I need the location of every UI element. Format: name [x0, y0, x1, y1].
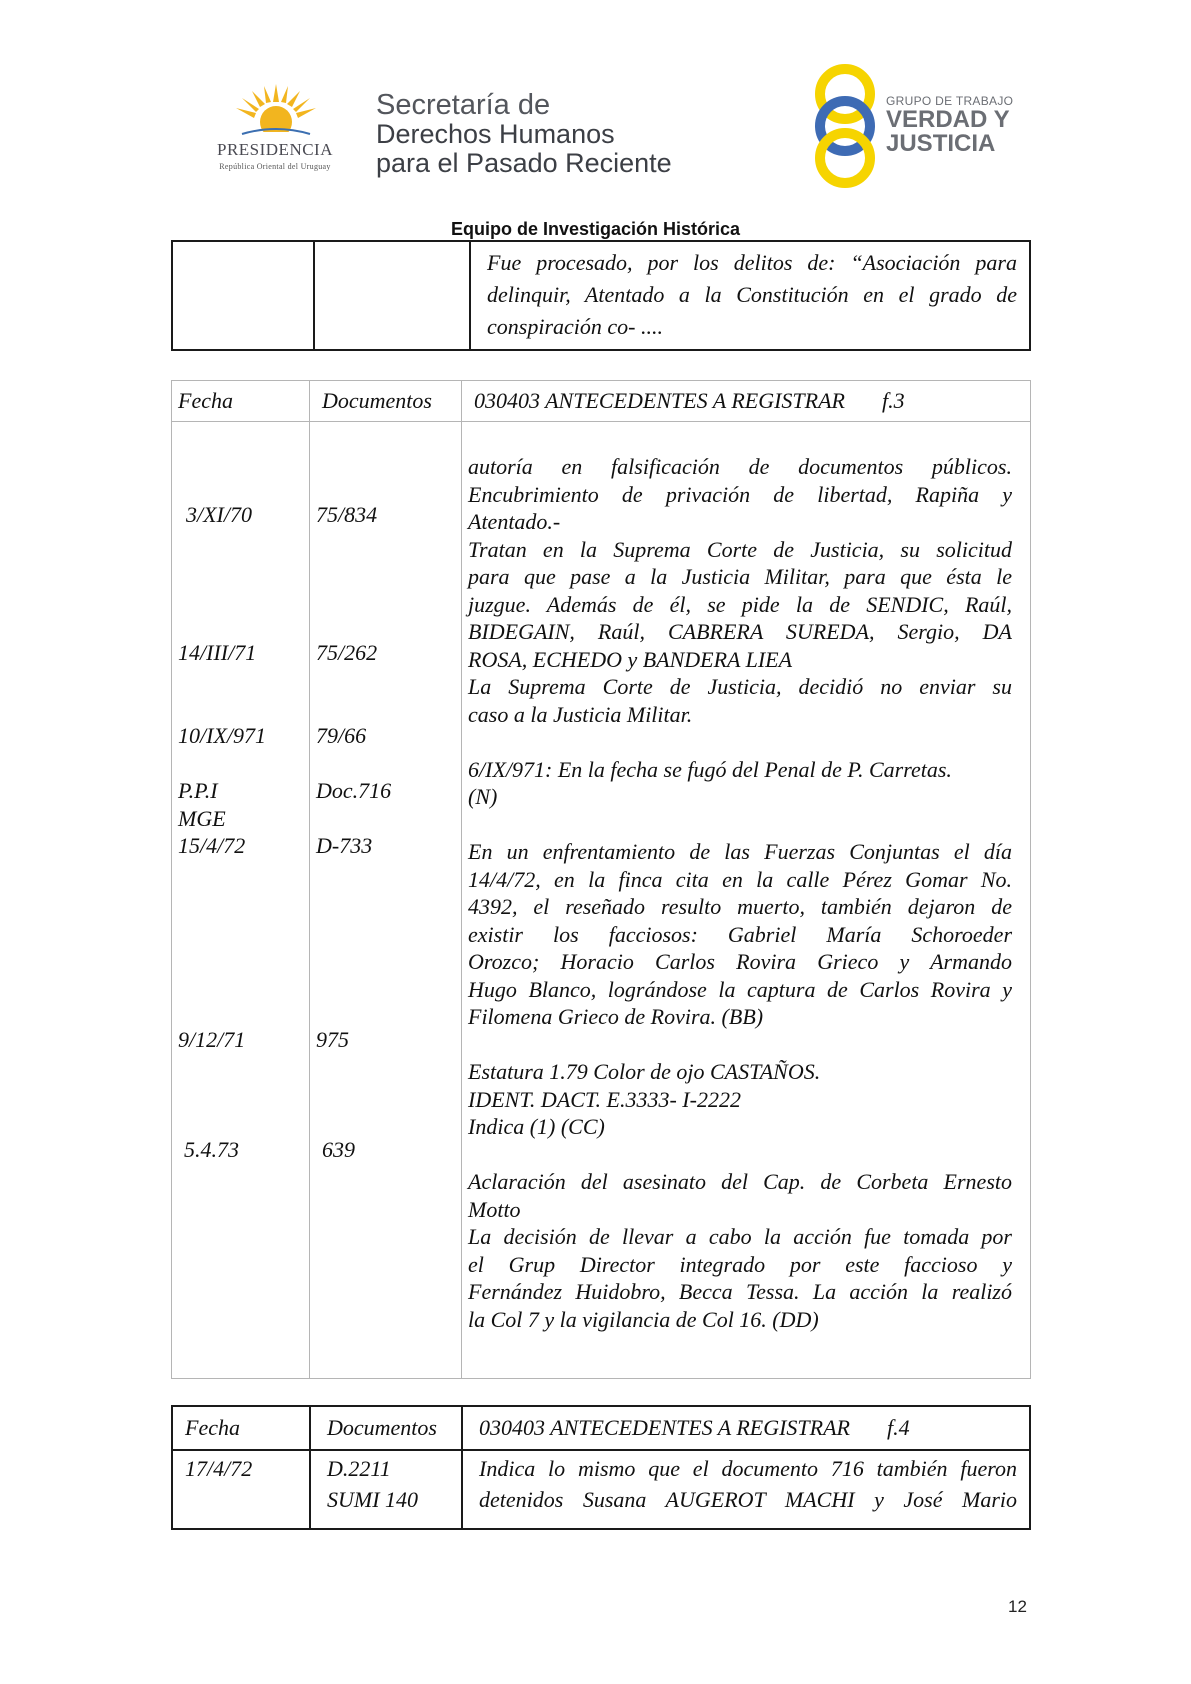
team-title: Equipo de Investigación Histórica	[450, 219, 741, 239]
header-antecedentes	[462, 1406, 1030, 1450]
text-line: Tratan en la Suprema Corte de Justicia, su solicitud	[468, 536, 1012, 562]
text-line: Fernández Huidobro, Becca Tessa. La acción la realizó	[468, 1279, 1012, 1304]
doc-entry: 975	[316, 1027, 349, 1052]
text-line: En un enfrentamiento de las Fuerzas Conjuntas el día	[468, 839, 1012, 864]
doc-entry: 75/834	[316, 502, 378, 527]
secretaria-line1: Secretaría de	[376, 89, 551, 121]
text-line: para que pase a la Justicia Militar, para que ésta le	[468, 564, 1012, 589]
secretaria-line3: para el Pasado Reciente	[376, 147, 672, 178]
blank-line	[468, 811, 1012, 839]
text-line: juzgue. Además de él, se pide la de SENDIC, Raúl,	[468, 591, 1012, 617]
antecedentes-cell	[470, 241, 1030, 350]
header-documentos: Documentos	[310, 381, 462, 422]
text-line: Indica lo mismo que el documento 716 también fueron	[479, 1456, 1017, 1481]
text-line: delinquir, Atentado a la Constitución en el grado de	[487, 282, 1017, 307]
secretaria-title	[376, 90, 672, 177]
table-header-row	[172, 381, 1031, 422]
text-line: Hugo Blanco, lográndose la captura de Carlos Rovira y	[468, 976, 1012, 1002]
sun-emblem-icon	[232, 82, 320, 140]
text-line: IDENT. DACT. E.3333- I-2222	[468, 1086, 741, 1112]
grupo-line1: GRUPO DE TRABAJO	[886, 94, 1014, 108]
fecha-cell: 17/4/72	[172, 1450, 310, 1529]
text-line: ROSA, ECHEDO y BANDERA LIEA	[468, 646, 793, 672]
text-line: detenidos Susana AUGEROT MACHI y José Mario	[479, 1487, 1017, 1512]
doc-entry: SUMI 140	[327, 1487, 419, 1512]
header-antecedentes-label: 030403 ANTECEDENTES A REGISTRAR	[474, 388, 845, 413]
header-fecha: Fecha	[172, 1406, 310, 1450]
text-line: Estatura 1.79 Color de ojo CASTAÑOS.	[468, 1059, 821, 1084]
blank-line	[468, 1141, 1012, 1169]
table-row	[172, 241, 1030, 350]
text-line: conspiración co- ....	[487, 314, 663, 339]
documentos-cell	[314, 241, 470, 350]
header-documentos: Documentos	[310, 1406, 462, 1450]
header-fecha: Fecha	[172, 381, 310, 422]
blank-line	[468, 728, 1012, 756]
date-entry: 10/IX/971	[178, 723, 266, 748]
text-line: Encubrimiento de privación de libertad, Rapiña y	[468, 481, 1012, 507]
date-entry: 15/4/72	[178, 833, 246, 858]
doc-entry: D-733	[316, 833, 373, 858]
text-line: caso a la Justicia Militar.	[468, 701, 693, 727]
doc-entry: 75/262	[316, 640, 378, 665]
grupo-text	[886, 94, 1013, 156]
grupo-line3: JUSTICIA	[886, 130, 996, 157]
header-folio: f.4	[886, 1415, 910, 1440]
blank-line	[468, 1031, 1012, 1059]
doc-entry: 639	[322, 1137, 355, 1162]
text-line: Indica (1) (CC)	[468, 1114, 605, 1139]
header-folio: f.3	[881, 388, 905, 413]
text-line: BIDEGAIN, Raúl, CABRERA SUREDA, Sergio, DA	[468, 619, 1012, 644]
presidencia-logo	[196, 82, 354, 178]
antecedentes-cell	[462, 1450, 1030, 1529]
date-entry: 5.4.73	[184, 1137, 239, 1162]
continuation-table	[171, 240, 1031, 351]
fecha-column	[172, 422, 310, 1379]
text-line: 14/4/72, en la finca cita en la calle Pérez Gomar No.	[468, 866, 1012, 892]
date-entry: 14/III/71	[178, 640, 257, 665]
text-line: el Grup Director integrado por este faccioso y	[468, 1251, 1012, 1277]
date-entry: 3/XI/70	[186, 502, 252, 527]
doc-entry: 79/66	[316, 723, 367, 748]
doc-entry: D.2211	[327, 1456, 391, 1481]
presidencia-subtitle: República Oriental del Uruguay	[219, 162, 331, 171]
grupo-line2: VERDAD Y	[886, 106, 1010, 133]
text-line: Atentado.-	[468, 509, 561, 534]
antecedentes-table-f4	[171, 1405, 1031, 1530]
fecha-cell	[172, 241, 314, 350]
page-number: 12	[1008, 1597, 1027, 1616]
text-line: La Suprema Corte de Justicia, decidió no enviar su	[468, 674, 1012, 699]
text-line: existir los facciosos: Gabriel María Schoroeder	[468, 921, 1012, 947]
date-entry: 9/12/71	[178, 1027, 246, 1052]
text-line: Orozco; Horacio Carlos Rovira Grieco y Armando	[468, 949, 1012, 974]
text-line: 6/IX/971: En la fecha se fugó del Penal de P. Carretas.	[468, 756, 952, 782]
date-entry: P.P.I	[178, 778, 218, 803]
text-line: la Col 7 y la vigilancia de Col 16. (DD)	[468, 1306, 819, 1332]
table-header-row	[172, 1406, 1030, 1450]
table-row	[172, 1450, 1030, 1529]
header-antecedentes	[462, 381, 1031, 422]
text-line: Fue procesado, por los delitos de: “Asociación para	[487, 250, 1017, 275]
text-line: autoría en falsificación de documentos públicos.	[468, 454, 1012, 479]
linked-rings-icon	[810, 64, 880, 188]
doc-entry: Doc.716	[316, 778, 392, 803]
documentos-column	[310, 422, 462, 1379]
text-line: La decisión de llevar a cabo la acción fue tomada por	[468, 1224, 1012, 1249]
documentos-cell	[310, 1450, 462, 1529]
antecedentes-table-f3	[171, 380, 1031, 1379]
table-row	[172, 422, 1031, 1379]
text-line: 4392, el reseñado resulto muerto, también dejaron de	[468, 894, 1012, 919]
presidencia-name: PRESIDENCIA	[216, 140, 333, 159]
date-entry: MGE	[178, 806, 226, 831]
header-antecedentes-label: 030403 ANTECEDENTES A REGISTRAR	[479, 1415, 850, 1440]
secretaria-line2: Derechos Humanos	[376, 119, 615, 150]
text-line: Motto	[468, 1196, 521, 1222]
text-line: Aclaración del asesinato del Cap. de Corbeta Ernesto	[468, 1169, 1012, 1194]
grupo-verdad-justicia-logo	[810, 64, 1050, 188]
antecedentes-text	[468, 453, 1012, 1333]
antecedentes-column	[462, 422, 1031, 1379]
text-line: Filomena Grieco de Rovira. (BB)	[468, 1004, 764, 1029]
text-line: (N)	[468, 784, 498, 809]
